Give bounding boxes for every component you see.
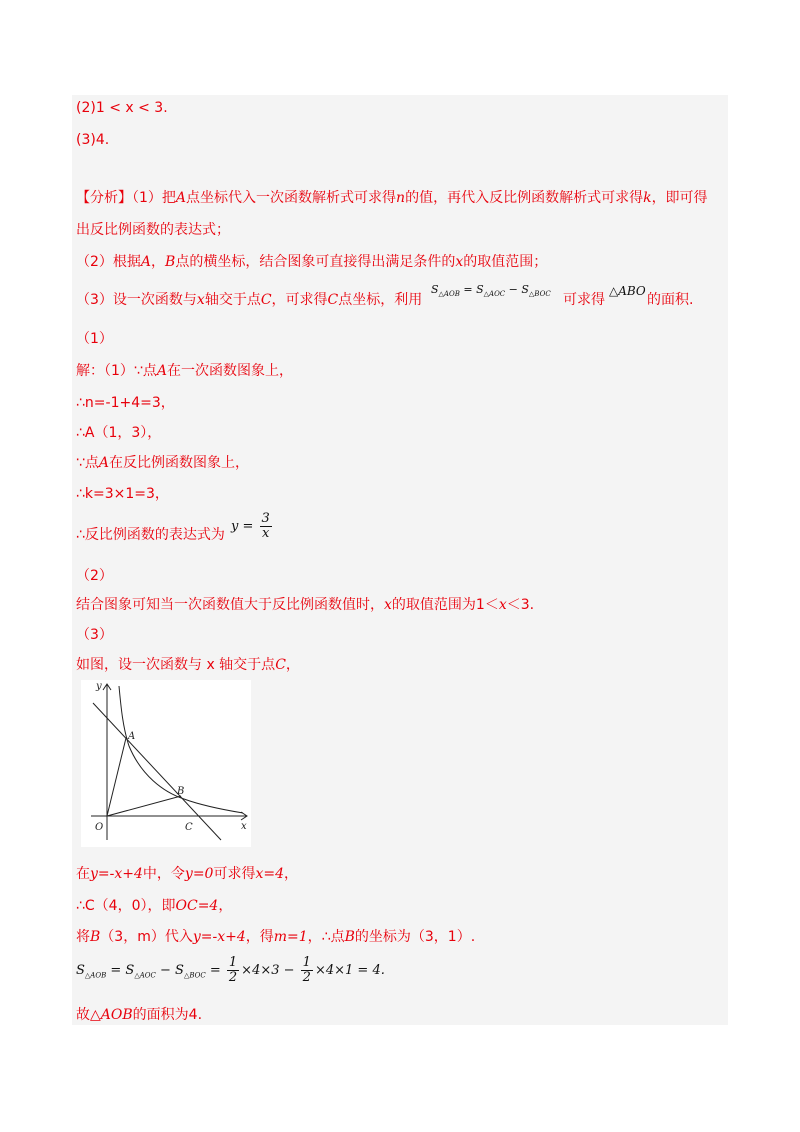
formula-sub: △AOB [84,971,107,980]
solution-line-3: ∴A（1，3）， [76,425,162,441]
fraction-numerator: 3 [261,511,270,526]
area-relation-formula [431,283,551,298]
var-c: C [275,657,286,673]
text-run: 的坐标为（3，1）. [354,929,476,945]
var-x: x [498,597,507,613]
formula-sub: △AOC [483,290,506,299]
text-run: 轴交于点 [204,292,261,308]
text-run: ， [151,254,166,270]
fraction-numerator: 1 [302,955,311,970]
label-o: O [95,822,104,833]
linear-function-line [93,703,221,840]
label-y: y [96,681,102,692]
var-a: A [175,190,187,206]
var-b: B [344,929,355,945]
text-run: 中，令 [142,866,185,882]
solution-line-9 [76,865,298,883]
segment-ob [107,796,181,816]
analysis-tag: 【分析】 [76,190,132,206]
var-eq: y=-x+4 [90,866,143,882]
text-run: 的值，再代入反比例函数解析式可求得 [405,190,644,206]
var-eq: m=1 [273,929,308,945]
text-run: 在一次函数图象上， [166,363,293,379]
text-run: ∴C（4，0），即 [76,898,176,914]
text-run: 可求得 [213,866,256,882]
function-graph-figure [81,680,251,847]
part-2-heading: （2） [76,568,113,584]
label-c: C [185,822,193,833]
formula-sub: △AOC [134,971,156,980]
formula-s: S [76,963,85,978]
text-run: 在 [76,866,90,882]
formula-s: − S [508,283,529,296]
text-run: 可求得 [563,292,605,308]
text-run: ∵点 [76,455,99,471]
text-run: 在反比例函数图象上， [109,455,250,471]
segment-oa [107,738,126,816]
solution-line-5: ∴k=3×1=3， [76,486,169,502]
solution-line-10 [76,897,232,915]
answer-line-2: (2)1 < x < 3. [76,100,168,116]
var-eq: y=-x+4 [192,929,246,945]
part-3-heading: （3） [76,627,113,643]
conclusion-line [76,1006,202,1024]
text-run: （2）根据 [76,254,141,270]
half-fraction-2 [301,956,313,985]
text-run: （3，m）代入 [100,929,193,945]
fraction-denominator: 2 [302,970,311,985]
formula-s: = S [110,963,135,978]
analysis-line-3 [76,291,422,309]
triangle-abo: △ABO [609,284,646,298]
text-run: ，即可得 [651,190,708,206]
text-run: ， [285,657,300,673]
label-b: B [177,786,185,797]
var-c: C [327,292,339,308]
analysis-line-1b: 出反比例函数的表达式； [76,222,230,238]
formula-term: ×4×3 − [241,963,295,978]
text-run: 点的横坐标，结合图象可直接得出满足条件的 [175,254,456,270]
text-run: 结合图象可知当一次函数值大于反比例函数值时， [76,597,384,613]
analysis-line-3-tail [563,291,605,309]
text-run: ， [284,866,298,882]
analysis-line-2 [76,253,547,271]
solution-line-1 [76,362,293,380]
half-fraction-1 [227,956,239,985]
text-run: ，可求得 [271,292,328,308]
solution-line-6: ∴反比例函数的表达式为 [76,527,225,543]
text-run: 的取值范围为1＜ [391,597,499,613]
var-eq: y=0 [184,866,214,882]
var-c: C [260,292,272,308]
formula-sub: △AOB [438,290,460,299]
text-run: （1）把 [132,190,176,206]
var-eq: x=4 [255,866,284,882]
solution-line-8 [76,656,300,674]
var-x: x [196,292,205,308]
text-run: 如图，设一次函数与 x 轴交于点 [76,657,276,673]
formula-s: = S [463,283,484,296]
fraction-denominator: 2 [228,970,238,985]
text-run: 点坐标代入一次函数解析式可求得 [186,190,397,206]
formula-s: − S [160,963,184,978]
fraction-denominator: x [261,526,270,541]
part-1-heading: （1） [76,331,113,347]
solution-line-7 [76,596,534,614]
answer-line-3: (3)4. [76,132,110,148]
var-a: A [140,254,152,270]
var-x: x [384,597,392,613]
formula-eq: = [209,963,221,978]
var-x: x [455,254,464,270]
text-run: 的面积为4. [132,1007,203,1023]
text-run: 点坐标，利用 [338,292,423,308]
formula-s: S [431,283,439,296]
text-run: 故△ [76,1007,101,1023]
text-run: ，得 [245,929,274,945]
var-a: A [98,455,110,471]
graph-svg [81,680,251,847]
var-aob: AOB [100,1007,133,1023]
fraction [260,512,272,541]
fraction-numerator: 1 [228,955,238,970]
var-n: n [396,190,406,206]
text-run: ， [218,898,233,914]
formula-sub: △BOC [183,971,206,980]
area-computation-formula [76,956,385,985]
text-run: ，∴点 [307,929,345,945]
var-b: B [90,929,101,945]
formula-term: ×4×1 = 4. [314,963,385,978]
text-run: 将 [76,929,90,945]
solution-line-2: ∴n=-1+4=3， [76,395,175,411]
text-run: ＜3. [506,597,535,613]
var-eq: OC=4 [175,898,219,914]
analysis-line-3-end: 的面积. [647,292,694,308]
var-b: B [165,254,176,270]
text-run: 解：（1）∵点 [76,363,157,379]
inverse-function-formula [231,512,274,541]
analysis-line-1 [76,189,708,207]
solution-line-4 [76,454,249,472]
text-run: （3）设一次函数与 [76,292,197,308]
formula-y: y = [231,519,254,534]
var-k: k [643,190,652,206]
label-x: x [241,821,247,832]
formula-sub: △BOC [528,290,551,299]
var-a: A [156,363,167,379]
text-run: 的取值范围； [463,254,548,270]
label-a: A [128,731,136,742]
solution-line-11 [76,928,475,946]
